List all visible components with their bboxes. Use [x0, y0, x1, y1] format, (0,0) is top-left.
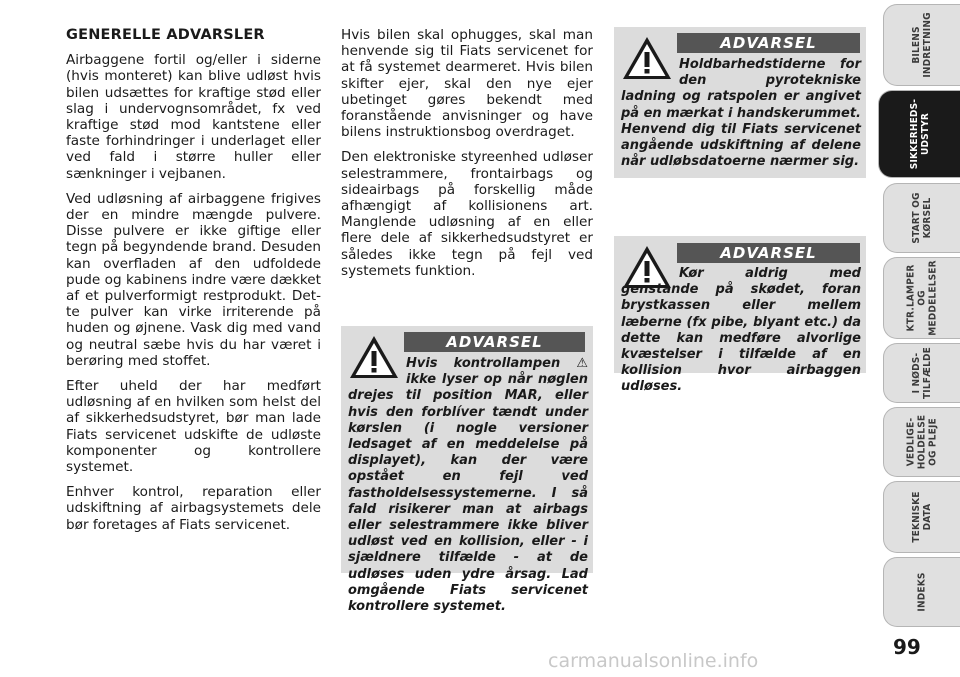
tab-label: VEDLIGE- HOLDELSE OG PLEJE: [905, 414, 939, 470]
tab-start-og-korsel[interactable]: [883, 183, 960, 253]
tab-label: KTR.LAMPER OG MEDDELELSER: [905, 260, 939, 336]
tab-label: BILENS INDRETNING: [911, 12, 933, 78]
warning-text: Hvis kontrollampen ⚠ ikke lyser op når nøglen drejes til position MAR, eller hvis den forblíver tændt under kørslen (i nogle versioner ledsaget af en meddelelse på displayet), kan der være opstået en fejl ved fastholdelsessystemerne. I så fald risikerer man at airbags eller selestrammere ikke bliver udløst ved en kollision, eller - i sjældnere tilfælde - at de udløses uden ydre årsag. Lad omgående Fiats servicenet kontrollere systemet.: [348, 356, 588, 615]
tab-indeks[interactable]: [883, 557, 960, 627]
tab-vedligeholdelse[interactable]: [883, 407, 960, 477]
paragraph: Airbaggene fortil og/eller i siderne (hvis monteret) kan blive udløst hvis bilen udsættes for kraftige stød eller slag i undervognsområdet, fx ved kraftige stød mod kantstene eller faste forhindringer i underlaget eller ved fald i større huller eller sænkninger i vejbanen.: [66, 52, 321, 182]
warning-title: ADVARSEL: [404, 332, 585, 352]
column-left: [66, 27, 321, 542]
tab-label: TEKNISKE DATA: [911, 491, 933, 543]
warning-text: Kør aldrig med genstande på skødet, foran brystkassen eller mellem læberne (fx pibe, blyant etc.) da dette kan medføre alvorlige kvæstelser i tilfælde af en kollision hvor airbaggen udløses.: [621, 266, 861, 395]
warning-box-indicator-lamp: [341, 326, 593, 615]
column-middle: [341, 27, 593, 288]
paragraph: Ved udløsning af airbaggene frigives der en mindre mængde pulvere. Disse pulvere er ikke giftige eller tegn på begyndende brand. Desuden kan overfladen af den udfoldede pude og kabinens indre være dækket af et pulverformigt restprodukt. Det-te pulver kan virke irriterende på huden og øjnene. Vask dig med vand og neutral sæbe hvis du har været i berøring med stoffet.: [66, 190, 321, 369]
paragraph: Hvis bilen skal ophugges, skal man henvende sig til Fiats servicenet for at få systemet dearmeret. Hvis bilen skifter ejer, skal den nye ejer ubetinget gøres bekendt med foranstående anvisninger og have bilens instruktionsbog overdraget.: [341, 27, 593, 141]
tab-sikkerhedsudstyr[interactable]: [878, 90, 960, 178]
tab-label: INDEKS: [916, 572, 928, 612]
tab-ktr-lamper[interactable]: [883, 257, 960, 339]
page-number: 99: [893, 635, 921, 659]
watermark-text: carmanualsonline.info: [548, 650, 759, 672]
tab-bilens-indretning[interactable]: [883, 4, 960, 86]
tab-label: SIKKERHEDS- UDSTYR: [908, 98, 931, 170]
paragraph: Den elektroniske styreenhed udløser selestrammere, frontairbags og sideairbags på forskellig måde afhængigt af kollisionens art. Manglende udløsning af en eller flere dele af sikkerhedsudstyret er således ikke tegn på fejl ved systemets funktion.: [341, 149, 593, 279]
warning-box-objects-on-lap: [614, 236, 866, 395]
tab-label: I NØDS- TILFÆLDE: [911, 346, 933, 400]
section-heading: GENERELLE ADVARSLER: [66, 27, 265, 43]
tab-tekniske-data[interactable]: [883, 481, 960, 553]
warning-title: ADVARSEL: [677, 243, 860, 263]
tab-i-nodstilfaelde[interactable]: [883, 343, 960, 403]
paragraph: Efter uheld der har medført udløsning af en hvilken som helst del af sikkerhedsudstyret, bør man lade Fiats servicenet udskifte de udløste komponenter og kontrollere systemet.: [66, 378, 321, 476]
warning-text: Holdbarhedstiderne for den pyrotekniske ladning og ratspolen er angivet på en mærkat i handskerummet. Henvend dig til Fiats servicenet angående udskiftning af delene når udløbsdatoerne nærmer sig.: [621, 57, 861, 170]
warning-box-pyrotechnic: [614, 27, 866, 178]
paragraph: Enhver kontrol, reparation eller udskiftning af airbagsystemets dele bør foretages af Fiats servicenet.: [66, 484, 321, 533]
tab-label: START OG KØRSEL: [911, 192, 933, 244]
warning-title: ADVARSEL: [677, 33, 860, 53]
